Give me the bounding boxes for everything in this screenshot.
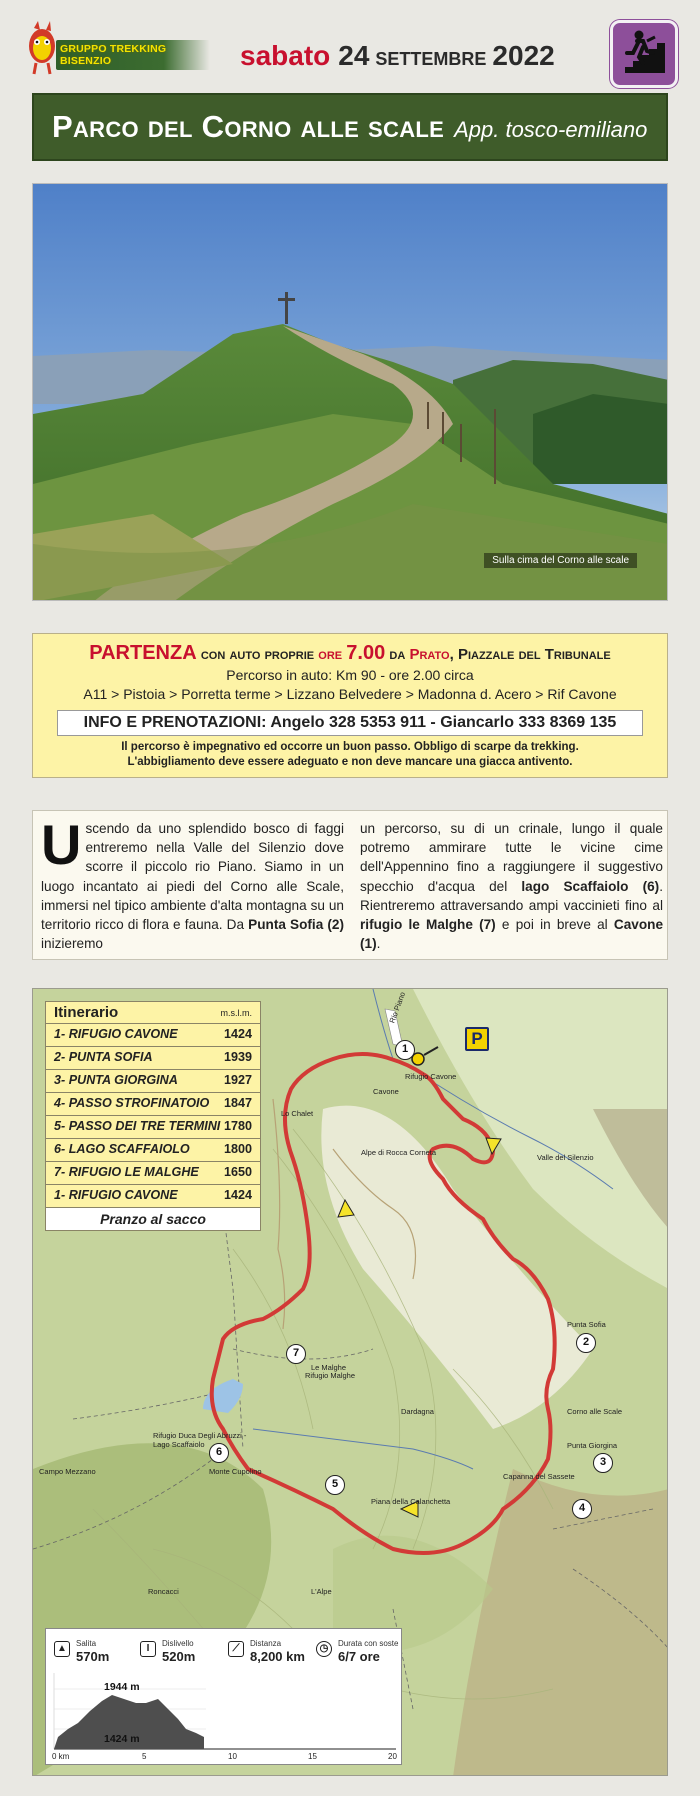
car-route-info: Percorso in auto: Km 90 - ore 2.00 circa	[226, 667, 474, 683]
table-row	[46, 1185, 260, 1208]
stop-name: 1- RIFUGIO CAVONE	[54, 1027, 178, 1041]
label-lalpe: L'Alpe	[311, 1587, 332, 1596]
waypoint-7: 7	[286, 1344, 306, 1364]
stop-name: 2- PUNTA SOFIA	[54, 1050, 153, 1064]
stat-label: Salita	[76, 1639, 97, 1648]
desc-text-2c: . Rientreremo attraversando ampi vaccinieti fino al	[360, 878, 663, 913]
departure-place: Piazzale del Tribunale	[457, 646, 611, 663]
departure-da: da	[389, 646, 406, 663]
elevation-gain-icon: I	[140, 1641, 156, 1657]
description-text	[32, 810, 668, 960]
driving-route: A11 > Pistoia > Porretta terme > Lizzano Belvedere > Madonna d. Acero > Rif Cavone	[83, 686, 617, 702]
stop-altitude: 1939	[223, 1050, 252, 1064]
summit-photo	[32, 183, 668, 601]
stop-altitude: 1847	[223, 1096, 252, 1110]
desc-text-2a: un percorso, su di un crinale, lungo il quale potremo ammirare tutte le vicine cime dell'Appennino fino a raggiungere il suggestivo specchio d'acqua del	[360, 821, 663, 894]
min-altitude-label: 1424 m	[104, 1733, 140, 1745]
waypoint-3: 3	[593, 1453, 613, 1473]
drop-cap: U	[41, 813, 82, 876]
itinerary-title: Itinerario	[54, 1004, 119, 1021]
itinerary-header	[46, 1002, 260, 1024]
stop-altitude: 1424	[223, 1188, 252, 1202]
desc-malghe: rifugio le Malghe (7)	[360, 917, 496, 933]
event-date-number: 24	[338, 40, 370, 71]
stat-value: 570m	[76, 1649, 110, 1664]
page-subtitle: App. tosco-emiliano	[454, 117, 648, 142]
stat-value: 6/7 ore	[338, 1649, 380, 1664]
desc-text-2g: .	[376, 936, 381, 952]
table-row	[46, 1139, 260, 1162]
trail-map	[32, 988, 668, 1776]
clock-icon: ◷	[316, 1641, 332, 1657]
itinerary-table	[45, 1001, 261, 1231]
label-piana-calanchetta: Piana della Calanchetta	[371, 1497, 451, 1506]
stop-altitude: 1424	[223, 1027, 252, 1041]
table-row	[46, 1162, 260, 1185]
page-title: Parco del Corno alle scale	[52, 109, 445, 144]
axis-tick: 10	[228, 1752, 237, 1761]
stop-altitude: 1927	[223, 1073, 252, 1087]
stop-name: 1- RIFUGIO CAVONE	[54, 1188, 178, 1202]
stop-altitude: 1800	[223, 1142, 252, 1156]
axis-tick: 5	[142, 1752, 147, 1761]
description-col-1	[41, 813, 345, 959]
label-rio-piano: Rio Piano	[387, 990, 408, 1025]
table-row	[46, 1070, 260, 1093]
table-row	[46, 1093, 260, 1116]
label-rifugio-cavone: Rifugio Cavone	[405, 1072, 457, 1081]
stop-name: 4- PASSO STROFINATOIO	[54, 1096, 210, 1110]
label-lo-chalet: Lo Chalet	[281, 1109, 314, 1118]
label-punta-sofia: Punta Sofia	[567, 1320, 606, 1329]
label-le-malghe: Le Malghe	[311, 1363, 347, 1372]
label-rifugio-malghe: Rifugio Malghe	[305, 1371, 356, 1380]
stat-value: 8,200 km	[250, 1649, 305, 1664]
label-punta-giorgina: Punta Giorgina	[567, 1441, 618, 1450]
label-corno-alle-scale: Corno alle Scale	[567, 1407, 623, 1416]
event-date	[240, 40, 555, 72]
label-capanna-sassete: Capanna del Sassete	[503, 1472, 575, 1481]
table-row	[46, 1047, 260, 1070]
event-month: settembre	[375, 41, 487, 71]
table-row	[46, 1116, 260, 1139]
ascent-icon: ▲	[54, 1641, 70, 1657]
label-rifugio-duca: Rifugio Duca Degli Abruzzi -	[153, 1431, 247, 1440]
label-roncacci: Roncacci	[148, 1587, 179, 1596]
stat-label: Durata con soste	[338, 1639, 399, 1648]
departure-city: Prato	[409, 646, 450, 663]
description-col-2	[360, 819, 663, 959]
group-name: GRUPPO TREKKING BISENZIO	[56, 40, 210, 70]
label-lago-scaffaiolo: Lago Scaffaiolo	[153, 1440, 205, 1449]
desc-text-1a: scendo da uno splendido bosco di faggi entreremo nella Valle del Silenzio dove scorre il piccolo rio Piano. Siamo in un luogo incantato ai piedi del Corno alle Scale, immersi nel tipico ambiente d'alta montagna su un territorio ricco di flora e fauna. Da	[41, 821, 344, 933]
waypoint-2: 2	[576, 1333, 596, 1353]
stop-altitude: 1780	[223, 1119, 252, 1133]
distance-icon: ⟋	[228, 1641, 244, 1657]
stat-value: 520m	[162, 1649, 196, 1664]
axis-tick: 15	[308, 1752, 317, 1761]
stop-name: 6- LAGO SCAFFAIOLO	[54, 1142, 190, 1156]
desc-cavone: Cavone (1)	[360, 917, 664, 952]
label-cavone: Cavone	[373, 1087, 399, 1096]
departure-label: PARTENZA	[89, 642, 197, 664]
waypoint-5: 5	[325, 1475, 345, 1495]
axis-tick: 0 km	[52, 1752, 70, 1761]
note-1: Il percorso è impegnativo ed occorre un buon passo. Obbligo di scarpe da trekking.	[121, 741, 579, 753]
departure-info-box	[32, 633, 668, 778]
hiking-difficulty-icon	[610, 20, 678, 88]
event-day: sabato	[240, 40, 331, 71]
stop-name: 3- PUNTA GIORGINA	[54, 1073, 178, 1087]
group-logo	[20, 18, 210, 78]
label-alpe-rocca-corneta: Alpe di Rocca Corneta	[361, 1148, 437, 1157]
departure-line: PARTENZA con auto proprie ore 7.00 da Prato, Piazzale del Tribunale	[89, 642, 611, 664]
stop-altitude: 1650	[223, 1165, 252, 1179]
departure-mode: con auto proprie	[200, 646, 315, 663]
parking-icon: P	[465, 1027, 489, 1051]
label-monte-cupolino: Monte Cupolino	[209, 1467, 262, 1476]
route-stats-panel	[45, 1628, 402, 1765]
itinerary-unit: m.s.l.m.	[220, 1008, 252, 1018]
desc-text-1c: inizieremo	[41, 936, 103, 952]
desc-text-2e: e poi in breve al	[495, 917, 614, 933]
label-valle-silenzio: Valle del Silenzio	[537, 1153, 594, 1162]
desc-punta-sofia: Punta Sofia (2)	[248, 917, 345, 933]
stat-label: Dislivello	[162, 1639, 194, 1648]
waypoint-1: 1	[395, 1040, 415, 1060]
label-campo-mezzano: Campo Mezzano	[39, 1467, 96, 1476]
photo-caption: Sulla cima del Corno alle scale	[484, 553, 637, 568]
stop-name: 5- PASSO DEI TRE TERMINI	[54, 1119, 221, 1133]
desc-lago: lago Scaffaiolo (6)	[521, 878, 660, 894]
max-altitude-label: 1944 m	[104, 1681, 140, 1693]
page-title-bar	[32, 93, 668, 161]
event-year: 2022	[492, 40, 555, 71]
departure-ore: ore	[318, 646, 343, 663]
label-dardagna: Dardagna	[401, 1407, 434, 1416]
departure-time: 7.00	[346, 642, 386, 664]
stat-label: Distanza	[250, 1639, 282, 1648]
waypoint-4: 4	[572, 1499, 592, 1519]
stop-name: 7- RIFUGIO LE MALGHE	[54, 1165, 199, 1179]
waypoint-6: 6	[209, 1443, 229, 1463]
elevation-profile	[46, 1629, 403, 1766]
table-row	[46, 1024, 260, 1047]
axis-tick: 20	[388, 1752, 397, 1761]
note-2: L'abbigliamento deve essere adeguato e non deve mancare una giacca antivento.	[127, 756, 573, 768]
lunch-note: Pranzo al sacco	[46, 1208, 260, 1230]
contacts: INFO E PRENOTAZIONI: Angelo 328 5353 911 - Giancarlo 333 8369 135	[57, 710, 643, 736]
